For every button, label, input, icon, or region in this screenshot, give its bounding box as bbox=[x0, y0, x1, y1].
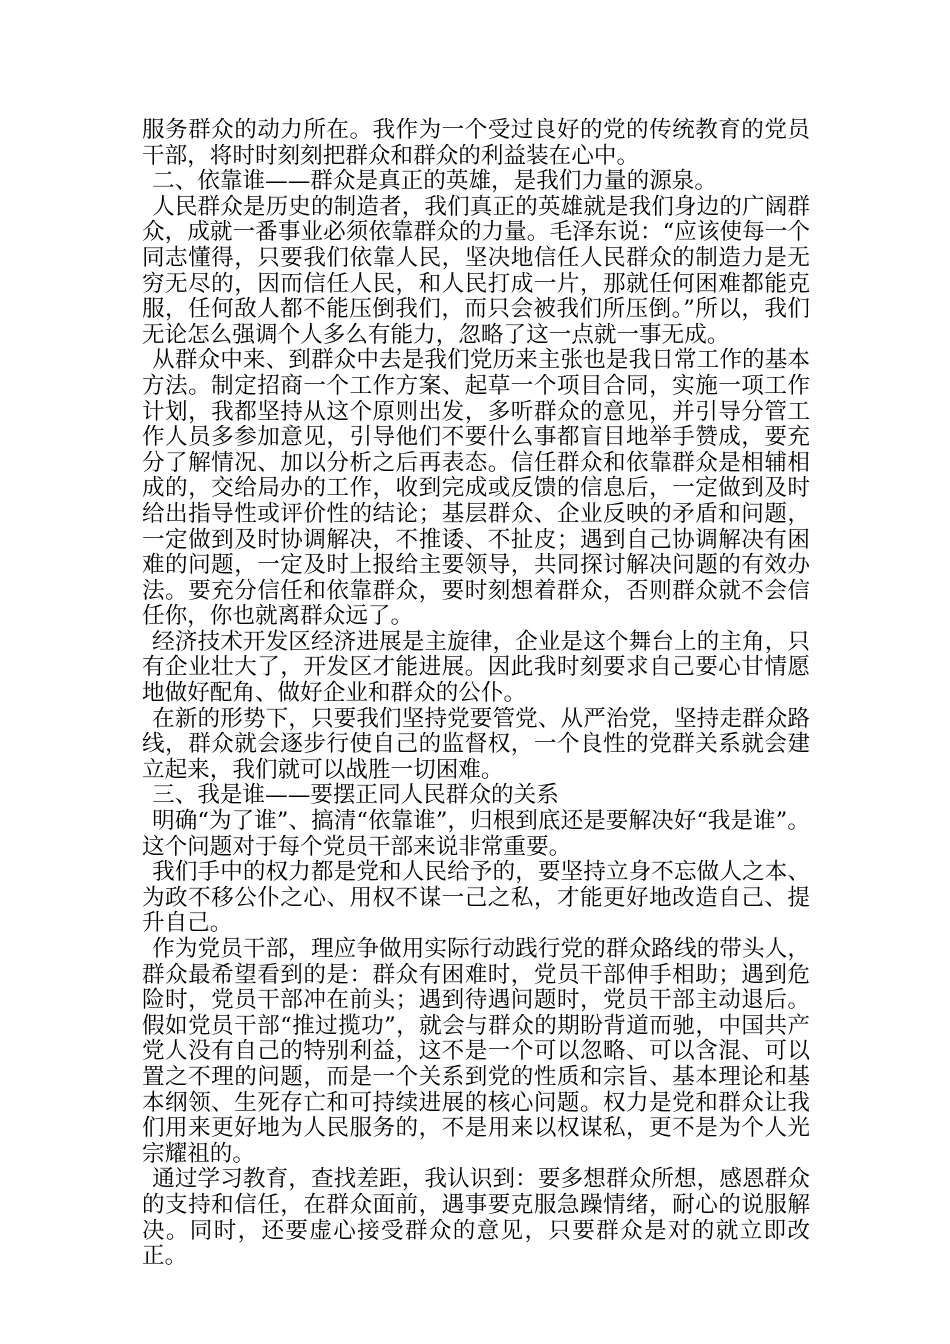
paragraph-5: 经济技术开发区经济进展是主旋律，企业是这个舞台上的主角，只有企业壮大了，开发区才能进展。因此我时刻要求自己要心甘情愿地做好配角、做好企业和群众的公仆。 bbox=[142, 628, 810, 707]
paragraph-10: 作为党员干部，理应争做用实际行动践行党的群众路线的带头人，群众最希望看到的是：群众有困难时，党员干部伸手相助；遇到危险时，党员干部冲在前头；遇到待遇问题时，党员干部主动退后。假如党员干部“推过揽功”，就会与群众的期盼背道而驰，中国共产党人没有自己的特别利益，这不是一个可以忽略、可以含混、可以置之不理的问题，而是一个关系到党的性质和宗旨、基本理论和基本纲领、生死存亡和可持续进展的核心问题。权力是党和群众让我们用来更好地为人民服务的，不是用来以权谋私，更不是为个人光宗耀祖的。 bbox=[142, 936, 810, 1167]
paragraph-1: 服务群众的动力所在。我作为一个受过良好的党的传统教育的党员干部，将时时刻刻把群众和群众的利益装在心中。 bbox=[142, 117, 810, 169]
paragraph-3: 人民群众是历史的制造者，我们真正的英雄就是我们身边的广阔群众，成就一番事业必须依靠群众的力量。毛泽东说：“应该使每一个同志懂得，只要我们依靠人民，坚决地信任人民群众的制造力是无穷无尽的，因而信任人民，和人民打成一片，那就任何困难都能克服，任何敌人都不能压倒我们，而只会被我们所压倒。”所以，我们无论怎么强调个人多么有能力，忽略了这一点就一事无成。 bbox=[142, 193, 810, 348]
paragraph-6: 在新的形势下，只要我们坚持党要管党、从严治党，坚持走群众路线，群众就会逐步行使自己的监督权，一个良性的党群关系就会建立起来，我们就可以战胜一切困难。 bbox=[142, 705, 810, 783]
paragraph-11: 通过学习教育，查找差距，我认识到：要多想群众所想，感恩群众的支持和信任，在群众面前，遇事要克服急躁情绪，耐心的说服解决。同时，还要虚心接受群众的意见，只要群众是对的就立即改正。 bbox=[142, 1166, 810, 1270]
document-body bbox=[142, 118, 810, 1270]
section-heading-3: 三、我是谁——要摆正同人民群众的关系 bbox=[152, 782, 559, 809]
section-heading-2: 二、依靠谁——群众是真正的英雄，是我们力量的源泉。 bbox=[152, 168, 717, 195]
paragraph-9: 我们手中的权力都是党和人民给予的，要坚持立身不忘做人之本、为政不移公仆之心、用权不谋一己之私，才能更好地改造自己、提升自己。 bbox=[142, 859, 810, 937]
paragraph-8: 明确“为了谁”、搞清“依靠谁”，归根到底还是要解决好“我是谁”。这个问题对于每个党员干部来说非常重要。 bbox=[142, 808, 810, 860]
paragraph-4: 从群众中来、到群众中去是我们党历来主张也是我日常工作的基本方法。制定招商一个工作方案、起草一个项目合同，实施一项工作计划，我都坚持从这个原则出发，多听群众的意见，并引导分管工作人员多参加意见，引导他们不要什么事都盲目地举手赞成，要充分了解情况、加以分析之后再表态。信任群众和依靠群众是相辅相成的，交给局办的工作，收到完成或反馈的信息后，一定做到及时给出指导性或评价性的结论；基层群众、企业反映的矛盾和问题，一定做到及时协调解决，不推诿、不扯皮；遇到自己协调解决有困难的问题，一定及时上报给主要领导，共同探讨解决问题的有效办法。要充分信任和依靠群众，要时刻想着群众，否则群众就不会信任你，你也就离群众远了。 bbox=[142, 347, 810, 630]
